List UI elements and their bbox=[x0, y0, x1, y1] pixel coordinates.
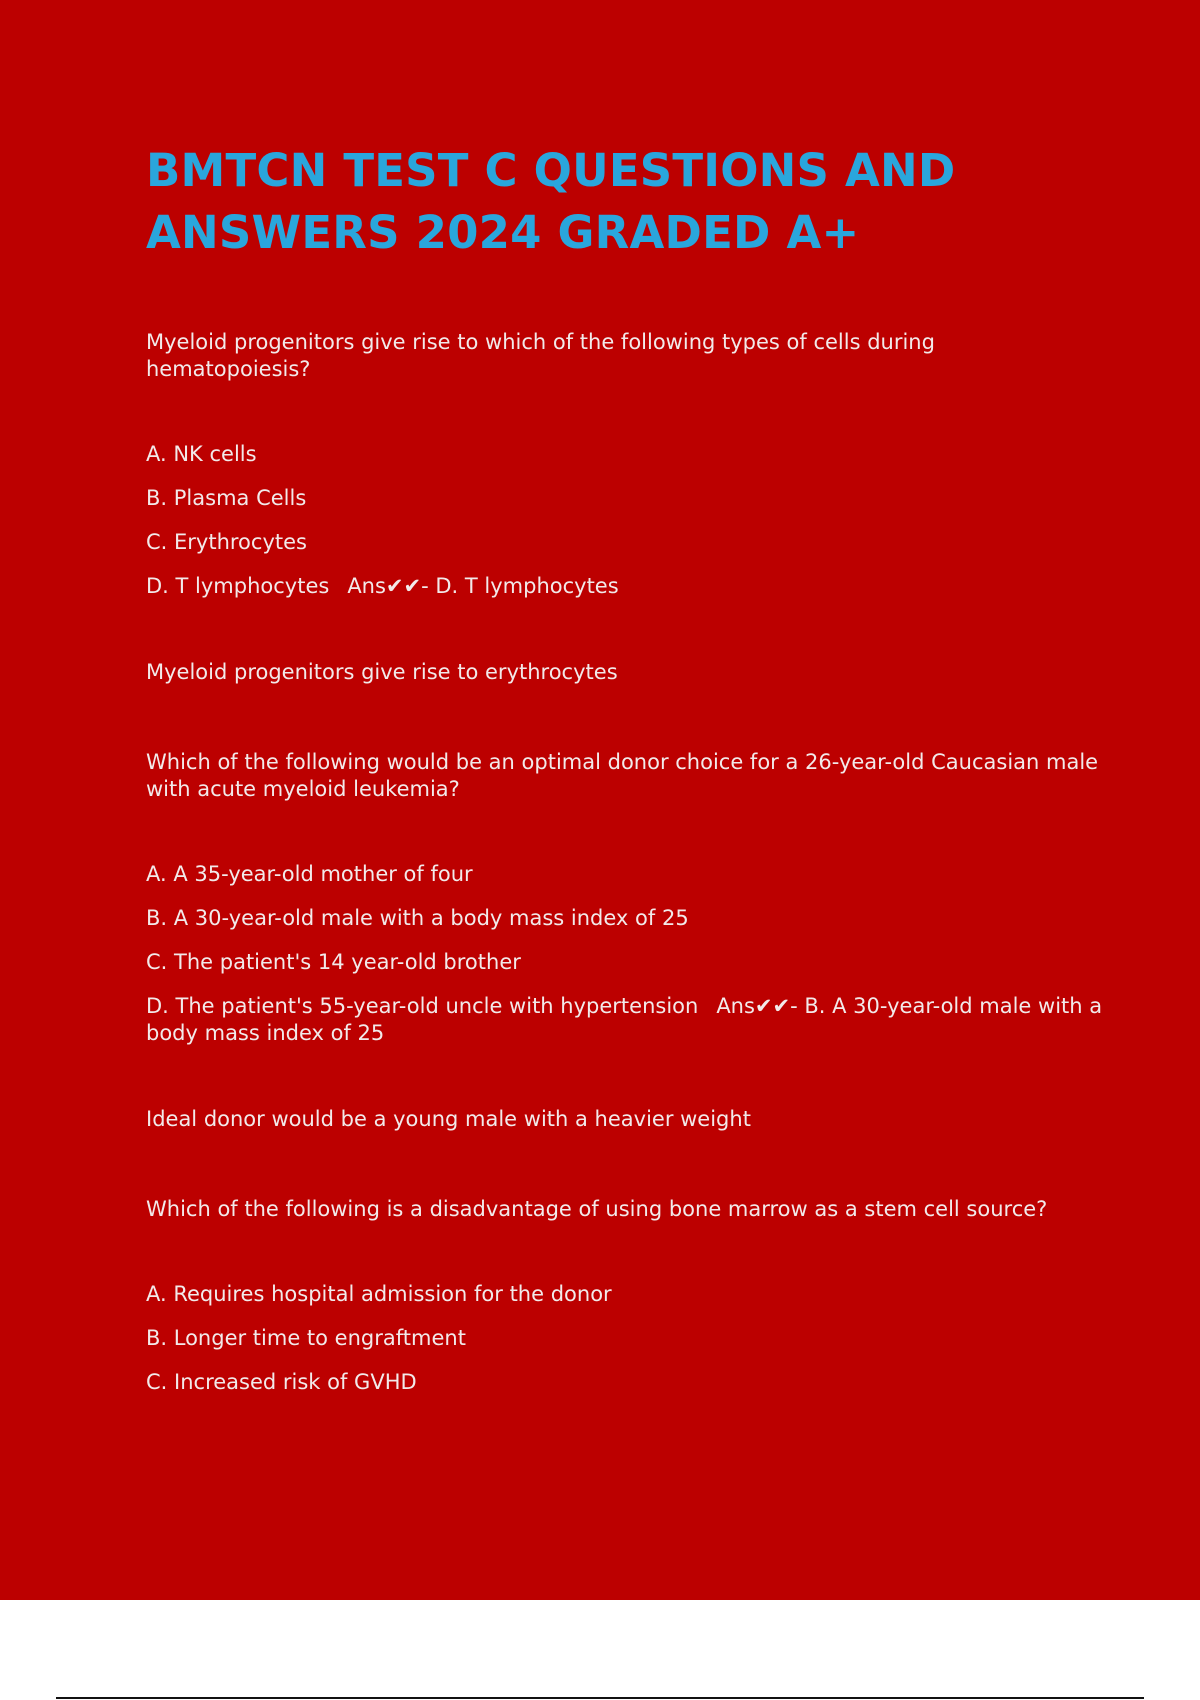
question-1-options bbox=[146, 441, 1106, 600]
question-1-option-d bbox=[146, 573, 1106, 600]
question-2-option-d bbox=[146, 993, 1106, 1047]
question-2-option-d-text: D. The patient's 55-year-old uncle with hypertension bbox=[146, 994, 699, 1018]
question-1-option-a: A. NK cells bbox=[146, 442, 257, 466]
question-1-option-c: C. Erythrocytes bbox=[146, 530, 307, 554]
question-3-prompt: Which of the following is a disadvantage of using bone marrow as a stem cell source? bbox=[146, 1197, 1048, 1221]
question-3-option-c: C. Increased risk of GVHD bbox=[146, 1370, 417, 1394]
question-2-answer: Ans✔✔- B. A 30-year-old male with a body mass index of 25 bbox=[146, 994, 1103, 1045]
question-2-options bbox=[146, 861, 1106, 1047]
document-content bbox=[146, 140, 1106, 1396]
question-2-explanation: Ideal donor would be a young male with a heavier weight bbox=[146, 1107, 751, 1131]
question-1-answer: Ans✔✔- D. T lymphocytes bbox=[347, 574, 619, 598]
question-1-option-b: B. Plasma Cells bbox=[146, 486, 307, 510]
question-3-options bbox=[146, 1281, 1106, 1396]
question-1-prompt: Myeloid progenitors give rise to which of the following types of cells during hematopoiesis? bbox=[146, 330, 935, 381]
document-title: BMTCN TEST C QUESTIONS AND ANSWERS 2024 GRADED A+ bbox=[146, 144, 956, 259]
question-1-explanation: Myeloid progenitors give rise to erythrocytes bbox=[146, 660, 618, 684]
question-3-option-b: B. Longer time to engraftment bbox=[146, 1326, 466, 1350]
question-2-option-a: A. A 35-year-old mother of four bbox=[146, 862, 473, 886]
question-2-option-b: B. A 30-year-old male with a body mass index of 25 bbox=[146, 906, 689, 930]
question-1-option-d-text: D. T lymphocytes bbox=[146, 574, 330, 598]
question-3-option-a: A. Requires hospital admission for the donor bbox=[146, 1282, 612, 1306]
question-2-option-c: C. The patient's 14 year-old brother bbox=[146, 950, 521, 974]
footer-divider bbox=[56, 1697, 1144, 1699]
question-2-prompt: Which of the following would be an optimal donor choice for a 26-year-old Caucasian male with acute myeloid leukemia? bbox=[146, 750, 1099, 801]
